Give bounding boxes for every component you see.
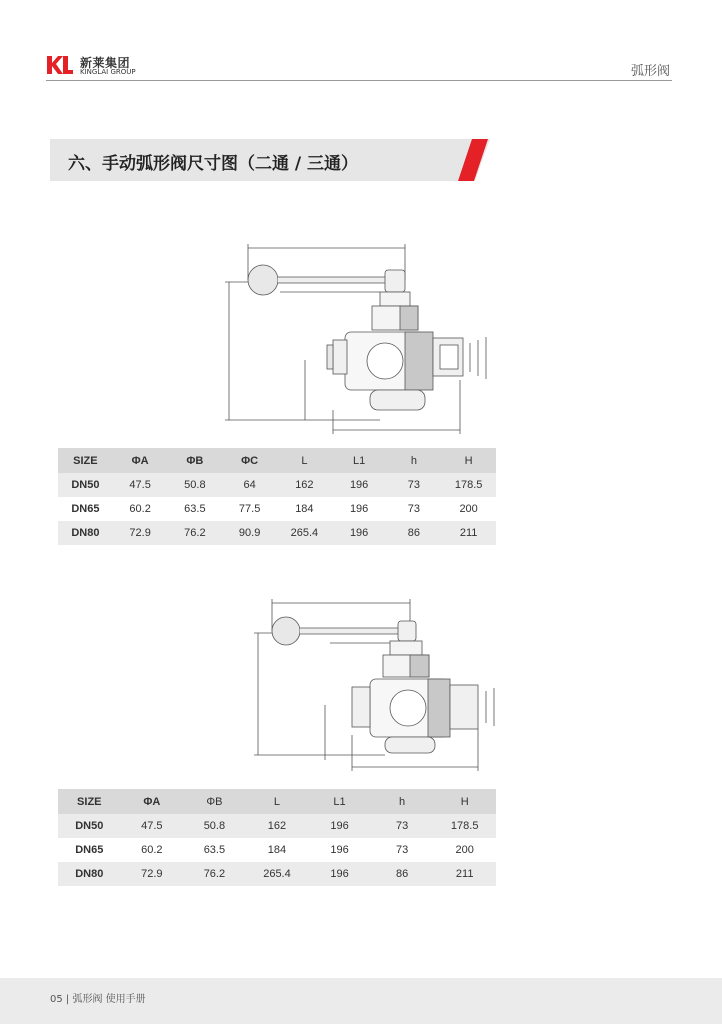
column-header: ΦA [121, 789, 184, 814]
table-cell: 63.5 [183, 838, 246, 862]
table-cell: 196 [308, 814, 371, 838]
column-header: ΦB [183, 789, 246, 814]
valve-drawing-three-way [0, 595, 722, 775]
table-cell: 86 [387, 521, 442, 545]
table-cell: 86 [371, 862, 434, 886]
table-cell: DN80 [58, 521, 113, 545]
table-cell: 76.2 [183, 862, 246, 886]
header-title: 弧形阀 [630, 64, 670, 79]
table-cell: 90.9 [222, 521, 277, 545]
column-header: h [387, 448, 442, 473]
table-cell: 265.4 [277, 521, 332, 545]
column-header: h [371, 789, 434, 814]
table-cell: 73 [371, 838, 434, 862]
table-cell: 200 [441, 497, 496, 521]
logo-chinese-name: 新莱集团 [80, 56, 131, 70]
column-header: ΦC [222, 448, 277, 473]
column-header: SIZE [58, 789, 121, 814]
table-cell: 211 [441, 521, 496, 545]
dimension-table-two-way [58, 448, 496, 545]
table-cell: DN50 [58, 473, 113, 497]
table-row [58, 473, 496, 497]
column-header: L1 [332, 448, 387, 473]
valve-drawing-two-way [0, 240, 722, 435]
table-row [58, 838, 496, 862]
table-cell: 196 [332, 473, 387, 497]
table-cell: 60.2 [113, 497, 168, 521]
table-cell: 196 [332, 521, 387, 545]
table-cell: 47.5 [113, 473, 168, 497]
table-cell: 73 [371, 814, 434, 838]
table-cell: 60.2 [121, 838, 184, 862]
table-cell: 184 [277, 497, 332, 521]
table-cell: 196 [332, 497, 387, 521]
table-cell: 196 [308, 862, 371, 886]
dimension-table-three-way [58, 789, 496, 886]
table-cell: 72.9 [113, 521, 168, 545]
table-row [58, 862, 496, 886]
table-cell: DN50 [58, 814, 121, 838]
logo-english-name: KINGLAI GROUP [80, 68, 136, 76]
table-cell: 196 [308, 838, 371, 862]
table-cell: 73 [387, 497, 442, 521]
table-row [58, 814, 496, 838]
footer-page-label: 05 | 弧形阀 使用手册 [50, 994, 146, 1005]
table-cell: 47.5 [121, 814, 184, 838]
table-cell: 162 [277, 473, 332, 497]
table-cell: 50.8 [168, 473, 223, 497]
table-cell: DN80 [58, 862, 121, 886]
table-header-row [58, 448, 496, 473]
table-cell: 64 [222, 473, 277, 497]
table-row [58, 521, 496, 545]
column-header: ΦB [168, 448, 223, 473]
header-divider [46, 80, 672, 81]
column-header: L [246, 789, 309, 814]
table-row [58, 497, 496, 521]
table-cell: 211 [433, 862, 496, 886]
column-header: ΦA [113, 448, 168, 473]
table-cell: 50.8 [183, 814, 246, 838]
section-title: 六、手动弧形阀尺寸图（二通 / 三通） [68, 154, 359, 174]
column-header: SIZE [58, 448, 113, 473]
valve-drawing-two-way-svg [0, 240, 722, 435]
table-cell: 178.5 [441, 473, 496, 497]
table-header-row [58, 789, 496, 814]
table-cell: 73 [387, 473, 442, 497]
column-header: H [441, 448, 496, 473]
table-cell: 77.5 [222, 497, 277, 521]
column-header: L1 [308, 789, 371, 814]
valve-drawing-three-way-svg [0, 595, 722, 775]
column-header: H [433, 789, 496, 814]
table-cell: 162 [246, 814, 309, 838]
table-cell: 72.9 [121, 862, 184, 886]
table-cell: 184 [246, 838, 309, 862]
table-cell: 200 [433, 838, 496, 862]
table-cell: 178.5 [433, 814, 496, 838]
table-cell: 63.5 [168, 497, 223, 521]
kinglai-logo-icon [46, 54, 74, 76]
table-cell: 76.2 [168, 521, 223, 545]
table-cell: DN65 [58, 838, 121, 862]
table-cell: DN65 [58, 497, 113, 521]
table-cell: 265.4 [246, 862, 309, 886]
column-header: L [277, 448, 332, 473]
